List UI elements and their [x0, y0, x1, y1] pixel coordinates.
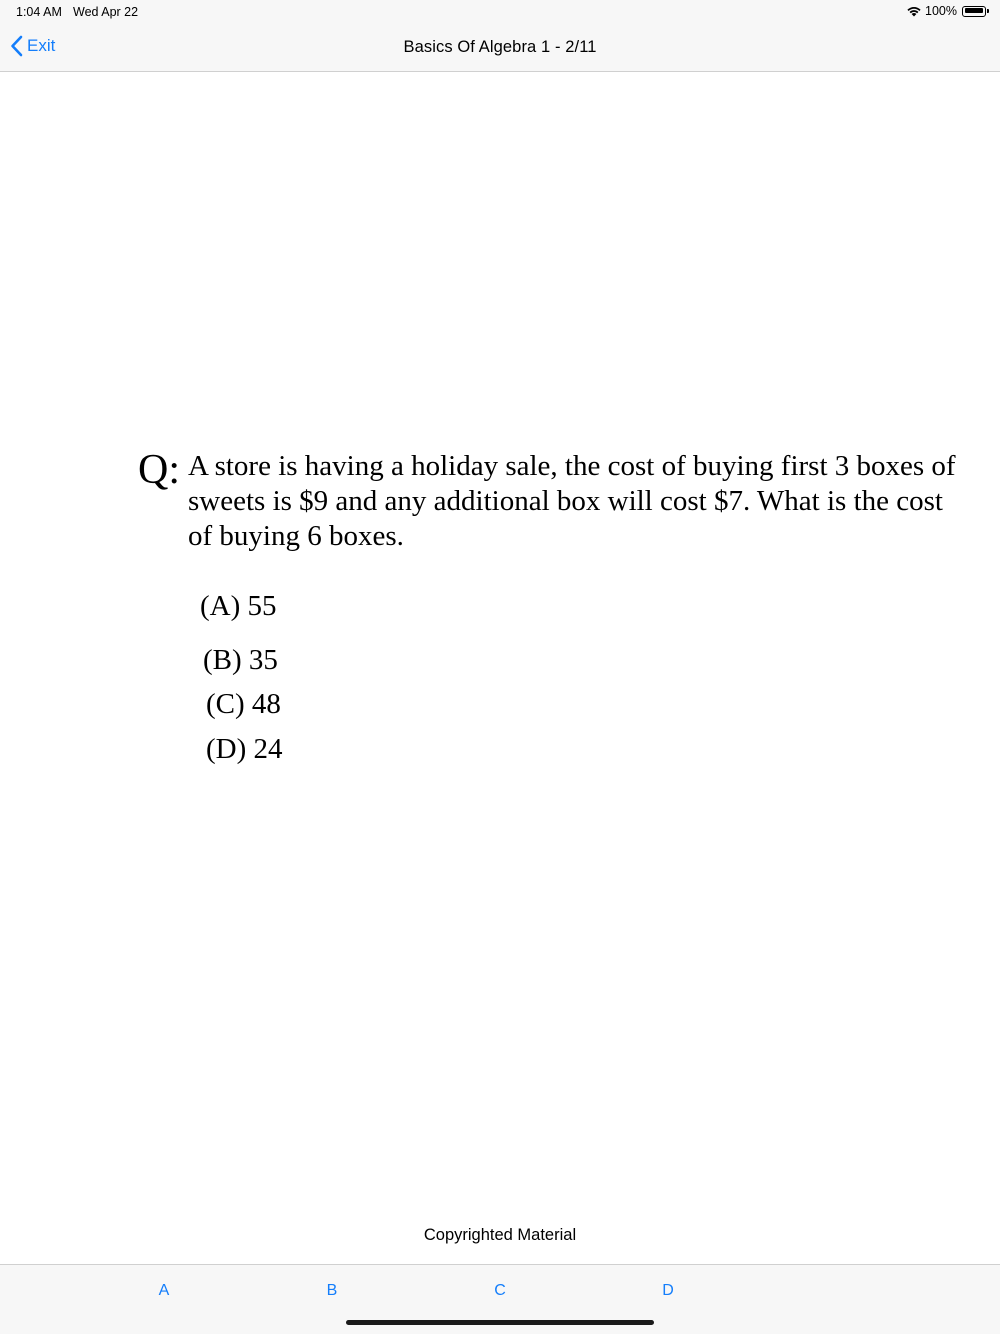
navigation-bar — [0, 24, 1000, 72]
answer-button-c[interactable]: C — [494, 1282, 506, 1299]
home-indicator[interactable] — [346, 1320, 654, 1325]
battery-icon — [962, 6, 986, 17]
battery-fill — [965, 8, 983, 13]
question-text: A store is having a holiday sale, the cost of buying first 3 boxes of sweets is $9 and any additional box will cost $7. What is the cost of buying 6 boxes. — [188, 450, 956, 552]
option-c: (C) 48 — [206, 688, 281, 720]
wifi-icon — [906, 5, 922, 17]
page-title: Basics Of Algebra 1 - 2/11 — [403, 38, 597, 56]
option-a: (A) 55 — [200, 590, 277, 622]
battery-cap — [987, 9, 989, 13]
answer-button-b[interactable]: B — [326, 1282, 338, 1299]
option-b: (B) 35 — [203, 644, 278, 676]
copyright-notice: Copyrighted Material — [423, 1226, 577, 1244]
question-block — [138, 445, 968, 554]
answer-button-a[interactable]: A — [158, 1282, 170, 1299]
status-bar — [0, 0, 1000, 24]
answer-button-d[interactable]: D — [662, 1282, 674, 1299]
option-d: (D) 24 — [206, 733, 283, 765]
question-row — [138, 445, 968, 554]
status-date: Wed Apr 22 — [73, 5, 139, 19]
status-time: 1:04 AM — [16, 5, 62, 19]
battery-percentage: 100% — [925, 4, 957, 18]
exit-label: Exit — [27, 36, 56, 55]
status-indicators — [906, 4, 986, 18]
question-label: Q: — [138, 447, 180, 493]
